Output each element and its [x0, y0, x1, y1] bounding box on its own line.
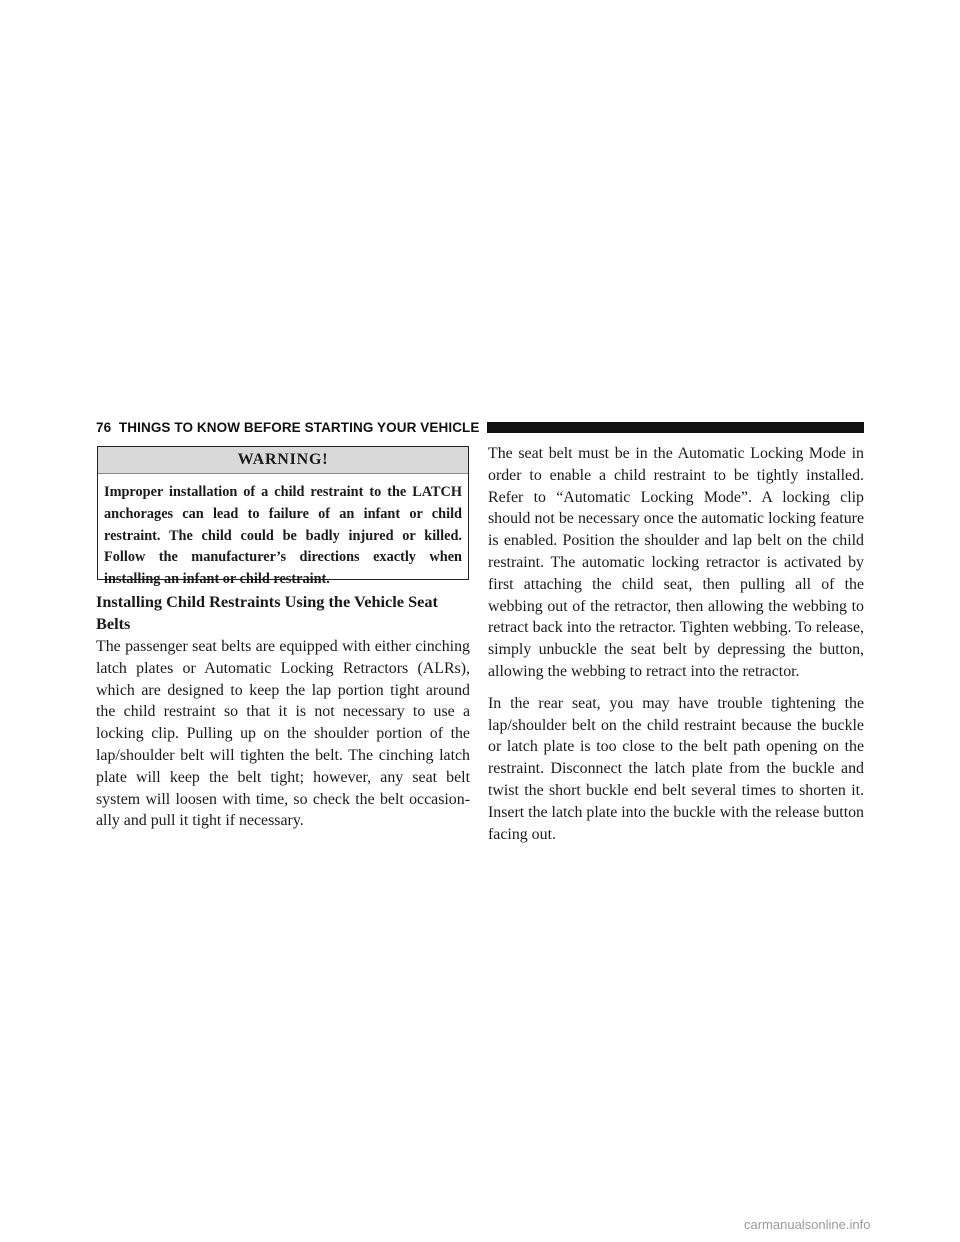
footer-watermark: carmanualsonline.info [744, 1217, 871, 1232]
warning-box [97, 446, 469, 588]
warning-body: Improper installation of a child restraint to the LATCH anchorages can lead to failure of an infant or child restraint. The child could be badly injured or killed. Follow the manufacturer’s directions exactly when installing an infant or child restraint. [104, 484, 462, 588]
page-header-text [96, 420, 480, 435]
page-number: 76 [96, 419, 112, 435]
right-paragraph-1: The seat belt must be in the Automatic Locking Mode in order to enable a child restraint to be tightly installed. Refer to “Automatic Locking Mode”. A locking clip should not be necessary once the automatic locking feature is enabled. Position the shoulder and lap belt on the child restraint. The automatic locking retractor is activated by first attaching the child seat, then pulling all of the webbing out of the retractor, then allowing the webbing to retract back into the retractor. Tighten webbing. To release, simply unbuckle the seat belt by depressing the button, allowing the webbing to retract into the retractor. [488, 445, 864, 680]
right-column [488, 443, 864, 845]
warning-title: WARNING! [98, 447, 468, 474]
section-heading: Installing Child Restraints Using the Vehicle Seat Belts [96, 592, 438, 633]
right-paragraph-2: In the rear seat, you may have trouble tightening the lap/shoulder belt on the child restraint because the buckle or latch plate is too close to the belt path opening on the restraint. Disconnect the latch plate from the buckle and twist the short buckle end belt several times to shorten it. Insert the latch plate into the buckle with the release button facing out. [488, 694, 864, 843]
section-title: THINGS TO KNOW BEFORE STARTING YOUR VEHICLE [118, 419, 480, 435]
page-header [96, 416, 864, 438]
left-column [96, 591, 470, 832]
left-paragraph: The passenger seat belts are equipped with either cinching latch plates or Automatic Locking Retractors (ALRs), which are designed to keep the lap portion tight around the child restraint so that it is not necessary to use a locking clip. Pulling up on the shoulder portion of the lap/shoulder belt will tighten the belt. The cinching latch plate will keep the belt tight; however, any seat belt system will loosen with time, so check the belt occasionally and pull it tight if necessary. [96, 638, 470, 830]
header-rule [487, 422, 865, 433]
